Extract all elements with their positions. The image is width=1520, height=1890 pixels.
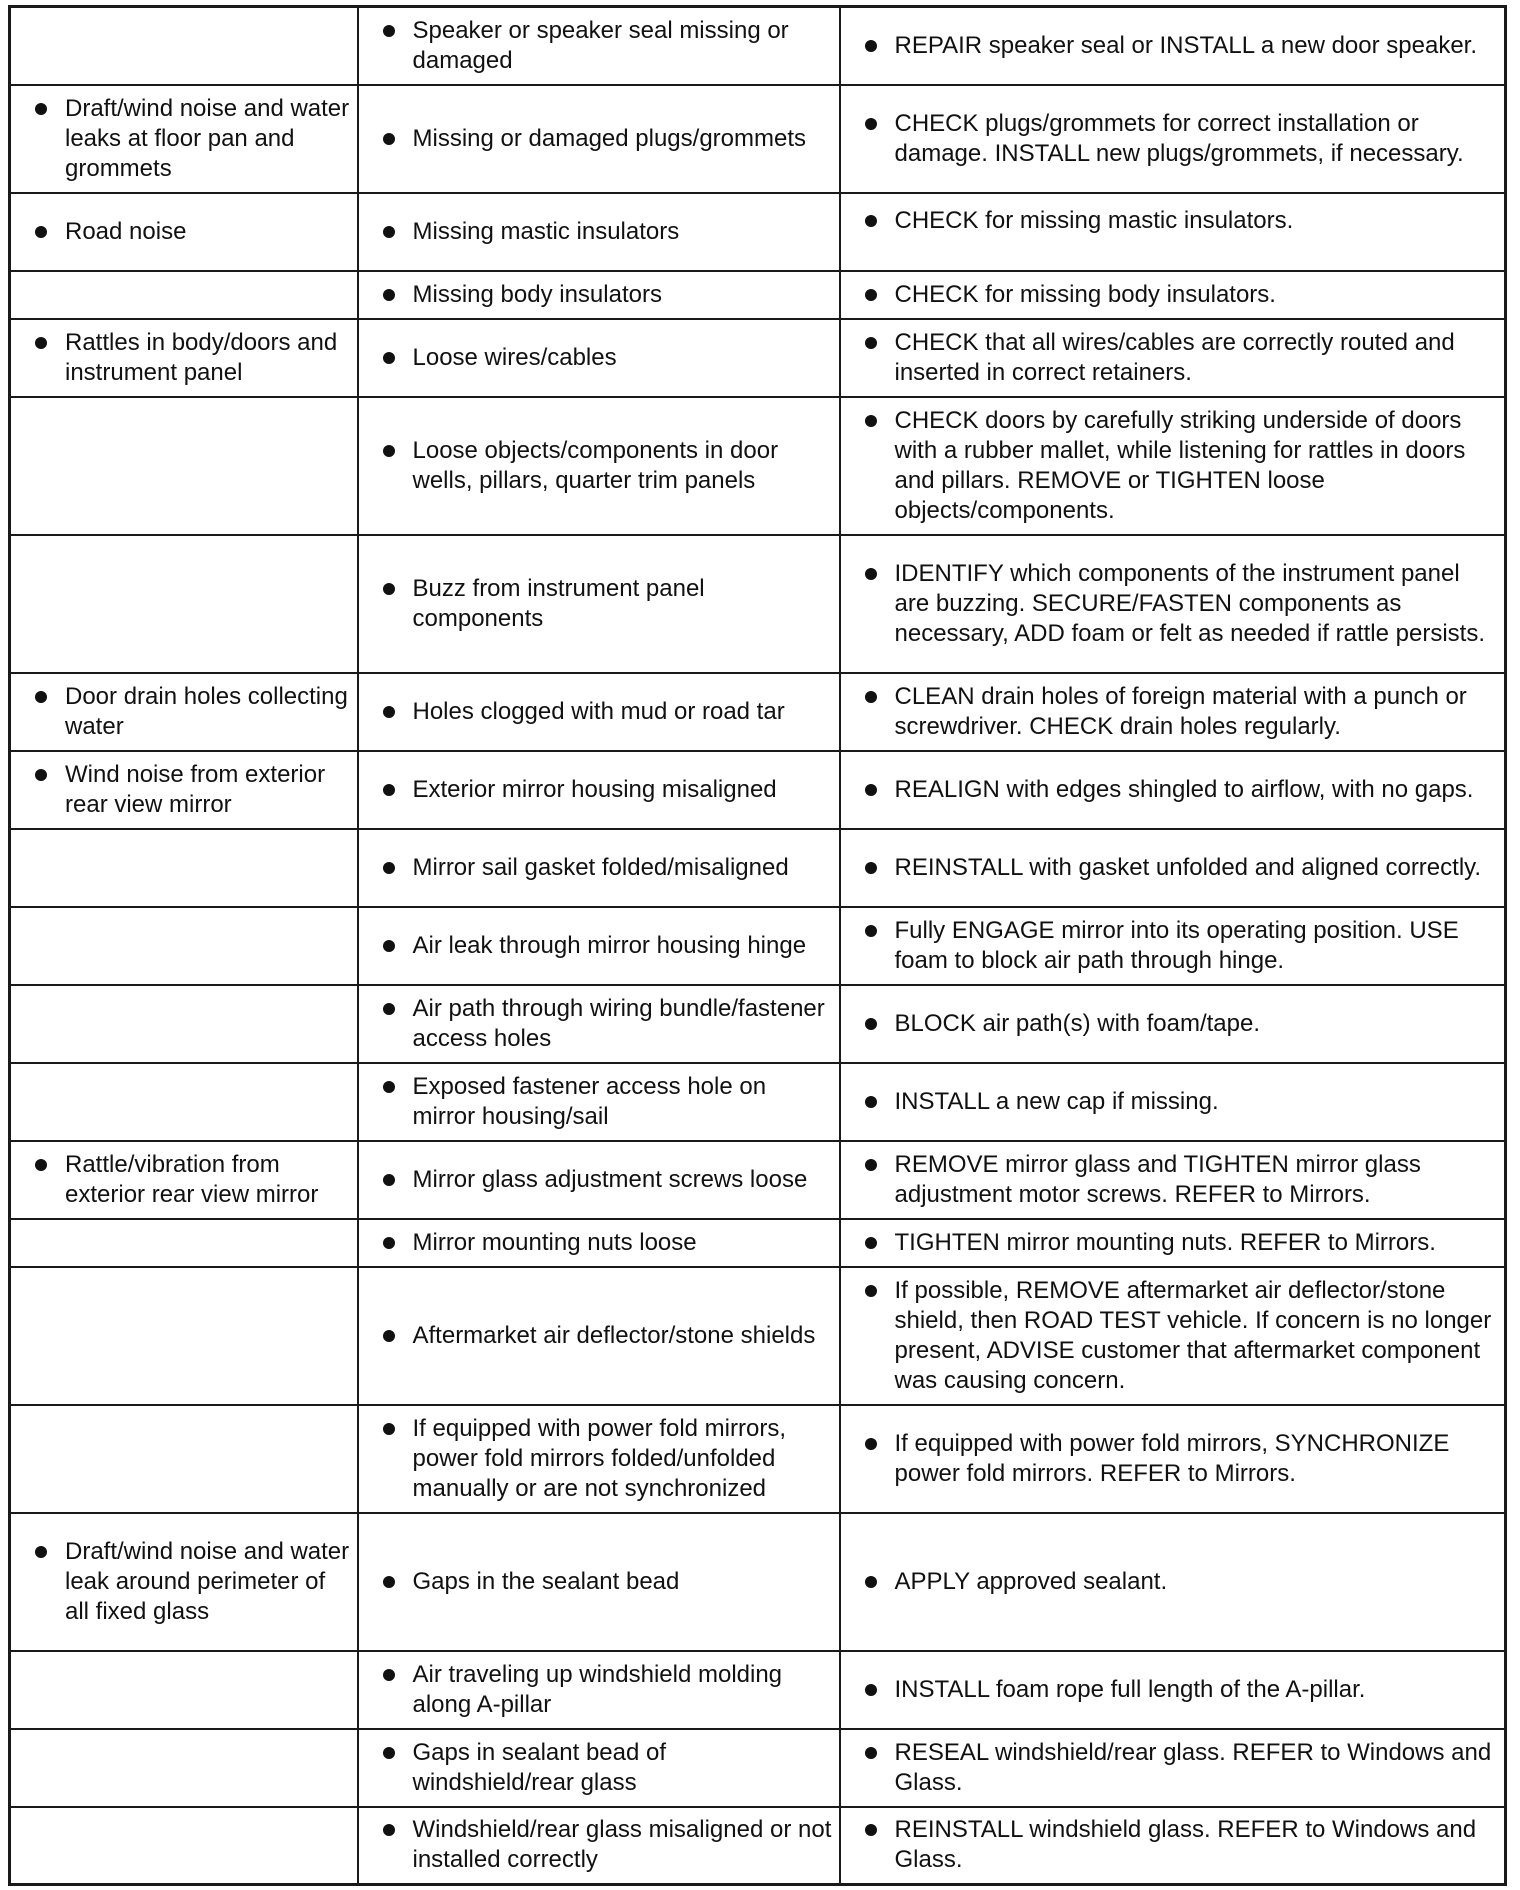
bullet-item xyxy=(365,436,833,496)
table-row xyxy=(10,397,1506,535)
bullet-item xyxy=(17,1150,351,1210)
bullet-icon xyxy=(865,1438,877,1450)
cause-cell xyxy=(358,1141,840,1219)
bullet-icon xyxy=(35,337,47,349)
symptom-cell xyxy=(10,319,358,397)
action-text: RESEAL windshield/rear glass. REFER to Windows and Glass. xyxy=(894,1738,1492,1796)
cause-text: Mirror sail gasket folded/misaligned xyxy=(412,853,789,881)
bullet-icon xyxy=(865,415,877,427)
bullet-item xyxy=(847,1276,1499,1396)
bullet-item xyxy=(365,280,833,310)
bullet-item xyxy=(365,1414,833,1504)
cause-text: Air path through wiring bundle/fastener access holes xyxy=(412,994,825,1052)
action-cell xyxy=(840,397,1506,535)
symptom-cell xyxy=(10,1651,358,1729)
bullet-item xyxy=(365,16,833,76)
cause-cell xyxy=(358,397,840,535)
action-cell xyxy=(840,271,1506,319)
symptom-cell xyxy=(10,1219,358,1267)
symptom-text: Rattles in body/doors and instrument panel xyxy=(65,328,338,386)
bullet-item xyxy=(365,124,833,154)
table-row xyxy=(10,1063,1506,1141)
table-row xyxy=(10,85,1506,193)
bullet-icon xyxy=(865,337,877,349)
symptom-text: Rattle/vibration from exterior rear view mirror xyxy=(65,1150,319,1208)
bullet-item xyxy=(847,1009,1499,1039)
symptom-cell xyxy=(10,1267,358,1405)
action-text: If equipped with power fold mirrors, SYNCHRONIZE power fold mirrors. REFER to Mirrors. xyxy=(894,1429,1450,1487)
action-text: Fully ENGAGE mirror into its operating position. USE foam to block air path through hinge. xyxy=(894,916,1459,974)
bullet-icon xyxy=(383,1003,395,1015)
bullet-icon xyxy=(383,445,395,457)
table-row xyxy=(10,673,1506,751)
action-text: CHECK that all wires/cables are correctly routed and inserted in correct retainers. xyxy=(894,328,1455,386)
bullet-item xyxy=(847,1429,1499,1489)
symptom-cell xyxy=(10,673,358,751)
cause-cell xyxy=(358,907,840,985)
symptom-cell xyxy=(10,271,358,319)
cause-cell xyxy=(358,1219,840,1267)
cause-text: Gaps in sealant bead of windshield/rear glass xyxy=(412,1738,667,1796)
bullet-item xyxy=(365,1567,833,1597)
bullet-item xyxy=(365,217,833,247)
bullet-icon xyxy=(35,103,47,115)
bullet-icon xyxy=(865,118,877,130)
action-cell xyxy=(840,1063,1506,1141)
bullet-icon xyxy=(865,40,877,52)
bullet-item xyxy=(365,1321,833,1351)
bullet-item xyxy=(365,343,833,373)
symptom-text: Wind noise from exterior rear view mirror xyxy=(65,760,326,818)
action-text: CHECK for missing mastic insulators. xyxy=(894,206,1294,234)
bullet-item xyxy=(847,406,1499,526)
action-cell xyxy=(840,985,1506,1063)
bullet-icon xyxy=(383,1237,395,1249)
cause-cell xyxy=(358,985,840,1063)
action-text: APPLY approved sealant. xyxy=(894,1567,1168,1595)
action-cell xyxy=(840,193,1506,271)
symptom-cell xyxy=(10,1141,358,1219)
action-cell xyxy=(840,1651,1506,1729)
cause-text: If equipped with power fold mirrors, power fold mirrors folded/unfolded manually or are not synchronized xyxy=(412,1414,786,1502)
symptom-cell xyxy=(10,193,358,271)
cause-cell xyxy=(358,1807,840,1885)
bullet-icon xyxy=(383,25,395,37)
cause-text: Speaker or speaker seal missing or damaged xyxy=(412,16,789,74)
symptom-text: Door drain holes collecting water xyxy=(65,682,348,740)
table-row xyxy=(10,7,1506,85)
bullet-item xyxy=(847,1087,1499,1117)
cause-cell xyxy=(358,1729,840,1807)
cause-text: Missing body insulators xyxy=(412,280,662,308)
cause-text: Loose objects/components in door wells, pillars, quarter trim panels xyxy=(412,436,779,494)
table-row xyxy=(10,1267,1506,1405)
bullet-item xyxy=(847,31,1499,61)
action-text: REINSTALL windshield glass. REFER to Windows and Glass. xyxy=(894,1816,1477,1874)
diagnostic-table xyxy=(8,5,1507,1886)
cause-cell xyxy=(358,1267,840,1405)
table-row xyxy=(10,1807,1506,1885)
cause-cell xyxy=(358,1063,840,1141)
bullet-item xyxy=(847,206,1499,236)
diagnostic-table-container xyxy=(8,5,1504,1886)
cause-text: Mirror mounting nuts loose xyxy=(412,1228,697,1256)
cause-text: Holes clogged with mud or road tar xyxy=(412,697,785,725)
bullet-icon xyxy=(865,784,877,796)
action-cell xyxy=(840,319,1506,397)
table-row xyxy=(10,751,1506,829)
table-row xyxy=(10,319,1506,397)
action-text: INSTALL foam rope full length of the A-pillar. xyxy=(894,1675,1366,1703)
bullet-item xyxy=(365,1660,833,1720)
action-cell xyxy=(840,1807,1506,1885)
action-cell xyxy=(840,751,1506,829)
bullet-icon xyxy=(865,1018,877,1030)
bullet-icon xyxy=(865,862,877,874)
table-row xyxy=(10,985,1506,1063)
table-row xyxy=(10,907,1506,985)
bullet-item xyxy=(17,94,351,184)
bullet-icon xyxy=(383,1747,395,1759)
table-row xyxy=(10,535,1506,673)
bullet-icon xyxy=(383,1330,395,1342)
bullet-icon xyxy=(383,1669,395,1681)
bullet-icon xyxy=(865,1285,877,1297)
cause-text: Exposed fastener access hole on mirror housing/sail xyxy=(412,1072,767,1130)
action-text: REPAIR speaker seal or INSTALL a new door speaker. xyxy=(894,31,1478,59)
bullet-icon xyxy=(383,1423,395,1435)
action-text: CHECK for missing body insulators. xyxy=(894,280,1276,308)
symptom-cell xyxy=(10,7,358,85)
table-row xyxy=(10,1405,1506,1513)
action-text: CHECK plugs/grommets for correct installation or damage. INSTALL new plugs/grommets, if necessary. xyxy=(894,109,1464,167)
bullet-icon xyxy=(865,568,877,580)
bullet-item xyxy=(847,1567,1499,1597)
symptom-cell xyxy=(10,1063,358,1141)
cause-cell xyxy=(358,1513,840,1651)
bullet-item xyxy=(847,328,1499,388)
bullet-item xyxy=(365,1228,833,1258)
action-cell xyxy=(840,1513,1506,1651)
bullet-icon xyxy=(383,862,395,874)
symptom-cell xyxy=(10,1405,358,1513)
symptom-cell xyxy=(10,535,358,673)
bullet-icon xyxy=(865,1237,877,1249)
bullet-item xyxy=(365,1738,833,1798)
table-row xyxy=(10,193,1506,271)
bullet-item xyxy=(847,1675,1499,1705)
symptom-cell xyxy=(10,1729,358,1807)
cause-cell xyxy=(358,829,840,907)
bullet-icon xyxy=(383,226,395,238)
cause-text: Buzz from instrument panel components xyxy=(412,574,705,632)
bullet-item xyxy=(17,682,351,742)
bullet-icon xyxy=(383,133,395,145)
bullet-item xyxy=(847,1150,1499,1210)
bullet-icon xyxy=(383,1174,395,1186)
table-row xyxy=(10,829,1506,907)
bullet-item xyxy=(17,760,351,820)
bullet-icon xyxy=(865,1159,877,1171)
bullet-item xyxy=(847,1738,1499,1798)
action-text: INSTALL a new cap if missing. xyxy=(894,1087,1219,1115)
action-cell xyxy=(840,1405,1506,1513)
bullet-icon xyxy=(35,769,47,781)
action-text: CLEAN drain holes of foreign material with a punch or screwdriver. CHECK drain holes regularly. xyxy=(894,682,1467,740)
diagnostic-table-body xyxy=(10,7,1506,1885)
action-cell xyxy=(840,829,1506,907)
bullet-icon xyxy=(383,1824,395,1836)
cause-text: Windshield/rear glass misaligned or not installed correctly xyxy=(412,1816,832,1874)
action-cell xyxy=(840,7,1506,85)
cause-text: Exterior mirror housing misaligned xyxy=(412,775,777,803)
bullet-item xyxy=(365,853,833,883)
bullet-icon xyxy=(865,691,877,703)
cause-text: Air leak through mirror housing hinge xyxy=(412,931,807,959)
action-cell xyxy=(840,1141,1506,1219)
bullet-item xyxy=(17,1537,351,1627)
symptom-cell xyxy=(10,985,358,1063)
bullet-icon xyxy=(35,691,47,703)
cause-cell xyxy=(358,271,840,319)
bullet-icon xyxy=(865,1684,877,1696)
action-text: TIGHTEN mirror mounting nuts. REFER to Mirrors. xyxy=(894,1228,1436,1256)
action-cell xyxy=(840,1219,1506,1267)
bullet-icon xyxy=(865,1747,877,1759)
bullet-item xyxy=(365,574,833,634)
bullet-item xyxy=(365,1165,833,1195)
bullet-icon xyxy=(383,352,395,364)
symptom-text: Draft/wind noise and water leaks at floor pan and grommets xyxy=(65,94,350,182)
bullet-item xyxy=(365,1815,833,1875)
bullet-icon xyxy=(865,1576,877,1588)
cause-text: Mirror glass adjustment screws loose xyxy=(412,1165,808,1193)
cause-cell xyxy=(358,193,840,271)
bullet-icon xyxy=(865,925,877,937)
symptom-text: Draft/wind noise and water leak around perimeter of all fixed glass xyxy=(65,1537,350,1625)
symptom-text: Road noise xyxy=(65,217,187,245)
bullet-item xyxy=(847,853,1499,883)
cause-cell xyxy=(358,673,840,751)
action-cell xyxy=(840,85,1506,193)
bullet-item xyxy=(365,994,833,1054)
bullet-item xyxy=(847,682,1499,742)
bullet-item xyxy=(17,217,351,247)
symptom-cell xyxy=(10,907,358,985)
bullet-item xyxy=(847,775,1499,805)
symptom-cell xyxy=(10,85,358,193)
bullet-icon xyxy=(35,226,47,238)
action-cell xyxy=(840,1729,1506,1807)
action-cell xyxy=(840,673,1506,751)
cause-cell xyxy=(358,1405,840,1513)
bullet-icon xyxy=(35,1546,47,1558)
cause-cell xyxy=(358,751,840,829)
cause-cell xyxy=(358,319,840,397)
bullet-item xyxy=(847,109,1499,169)
bullet-icon xyxy=(383,1081,395,1093)
cause-text: Air traveling up windshield molding along A-pillar xyxy=(412,1660,783,1718)
symptom-cell xyxy=(10,1807,358,1885)
cause-text: Missing mastic insulators xyxy=(412,217,680,245)
bullet-item xyxy=(365,1072,833,1132)
cause-text: Loose wires/cables xyxy=(412,343,617,371)
bullet-item xyxy=(847,280,1499,310)
cause-text: Gaps in the sealant bead xyxy=(412,1567,680,1595)
table-row xyxy=(10,1651,1506,1729)
table-row xyxy=(10,1219,1506,1267)
action-text: BLOCK air path(s) with foam/tape. xyxy=(894,1009,1260,1037)
cause-cell xyxy=(358,535,840,673)
bullet-icon xyxy=(865,1096,877,1108)
bullet-item xyxy=(365,697,833,727)
action-cell xyxy=(840,907,1506,985)
table-row xyxy=(10,1729,1506,1807)
cause-text: Aftermarket air deflector/stone shields xyxy=(412,1321,816,1349)
action-text: REINSTALL with gasket unfolded and aligned correctly. xyxy=(894,853,1482,881)
bullet-item xyxy=(847,916,1499,976)
bullet-item xyxy=(847,559,1499,649)
action-cell xyxy=(840,535,1506,673)
cause-text: Missing or damaged plugs/grommets xyxy=(412,124,807,152)
action-text: IDENTIFY which components of the instrument panel are buzzing. SECURE/FASTEN components as necessary, ADD foam or felt as needed if rattle persists. xyxy=(894,559,1485,647)
action-text: CHECK doors by carefully striking underside of doors with a rubber mallet, while listening for rattles in doors and pillars. REMOVE or TIGHTEN loose objects/components. xyxy=(894,406,1466,524)
cause-cell xyxy=(358,85,840,193)
bullet-icon xyxy=(383,583,395,595)
symptom-cell xyxy=(10,829,358,907)
bullet-item xyxy=(17,328,351,388)
action-text: REALIGN with edges shingled to airflow, with no gaps. xyxy=(894,775,1474,803)
table-row xyxy=(10,271,1506,319)
action-text: If possible, REMOVE aftermarket air deflector/stone shield, then ROAD TEST vehicle. If concern is no longer present, ADVISE customer that aftermarket component was causing concern. xyxy=(894,1276,1492,1394)
bullet-icon xyxy=(383,289,395,301)
action-text: REMOVE mirror glass and TIGHTEN mirror glass adjustment motor screws. REFER to Mirrors. xyxy=(894,1150,1421,1208)
symptom-cell xyxy=(10,1513,358,1651)
bullet-item xyxy=(365,775,833,805)
bullet-item xyxy=(365,931,833,961)
symptom-cell xyxy=(10,751,358,829)
bullet-icon xyxy=(35,1159,47,1171)
bullet-icon xyxy=(383,1576,395,1588)
table-row xyxy=(10,1513,1506,1651)
bullet-icon xyxy=(383,706,395,718)
cause-cell xyxy=(358,7,840,85)
bullet-icon xyxy=(865,215,877,227)
symptom-cell xyxy=(10,397,358,535)
bullet-item xyxy=(847,1815,1499,1875)
bullet-item xyxy=(847,1228,1499,1258)
bullet-icon xyxy=(383,784,395,796)
table-row xyxy=(10,1141,1506,1219)
bullet-icon xyxy=(865,289,877,301)
bullet-icon xyxy=(383,940,395,952)
cause-cell xyxy=(358,1651,840,1729)
action-cell xyxy=(840,1267,1506,1405)
bullet-icon xyxy=(865,1824,877,1836)
